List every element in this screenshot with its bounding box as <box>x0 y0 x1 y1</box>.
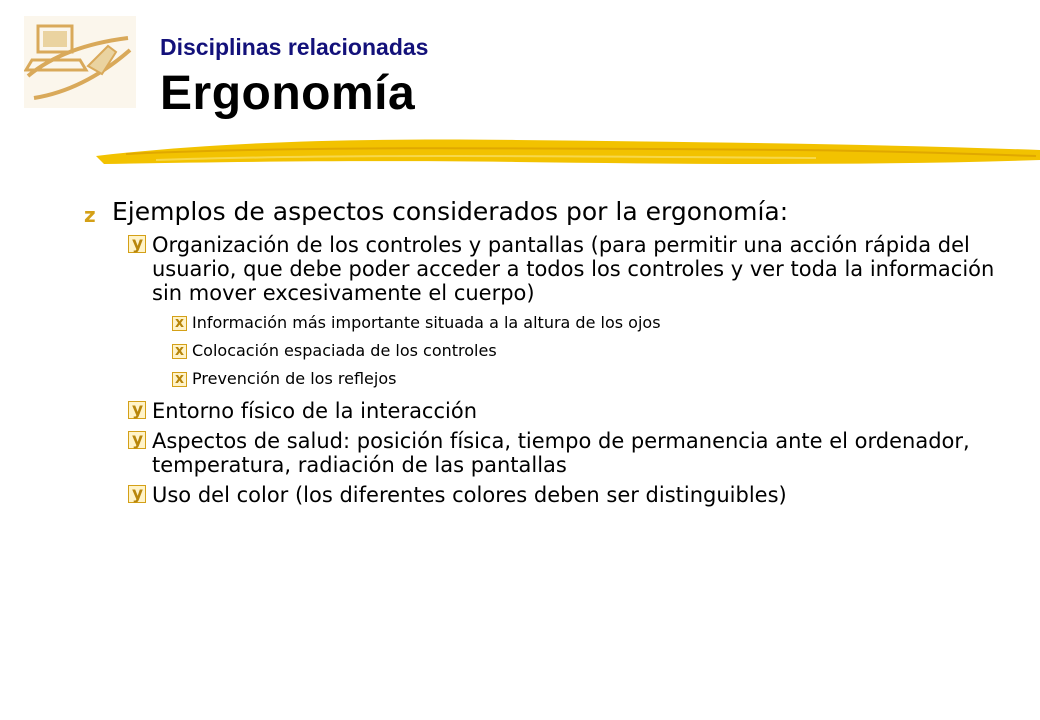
sub-list-item-text: Prevención de los reflejos <box>192 369 397 388</box>
sub-list-item <box>172 341 1024 361</box>
list-item-text: Entorno físico de la interacción <box>152 399 478 423</box>
y-box-bullet-icon <box>128 235 146 253</box>
x-box-bullet-icon <box>172 316 187 331</box>
list-item <box>128 429 1024 477</box>
list-item-text: Aspectos de salud: posición física, tiempo de permanencia ante el ordenador, temperatura, radiación de las pantallas <box>152 429 970 477</box>
list-item <box>128 483 1024 507</box>
z-bullet-icon: z <box>84 203 96 227</box>
main-point-text: Ejemplos de aspectos considerados por la ergonomía: <box>112 197 789 226</box>
list-item <box>128 399 1024 423</box>
list-item <box>128 233 1024 305</box>
y-box-bullet-icon <box>128 401 146 419</box>
slide-title: Ergonomía <box>160 67 416 120</box>
sub-list-item <box>172 313 1024 333</box>
list-item-text: Uso del color (los diferentes colores deben ser distinguibles) <box>152 483 787 507</box>
slide-subtitle: Disciplinas relacionadas <box>160 34 429 60</box>
y-box-bullet-icon <box>128 431 146 449</box>
list-item-text: Organización de los controles y pantallas (para permitir una acción rápida del usuario, que debe poder acceder a todos los controles y ver toda la información sin mover excesivamente el cuerpo) <box>152 233 995 305</box>
x-box-bullet-icon <box>172 372 187 387</box>
sub-list-item <box>172 369 1024 389</box>
sub-list-item-text: Información más importante situada a la altura de los ojos <box>192 313 661 332</box>
computer-hand-logo <box>24 16 136 108</box>
slide-content <box>84 196 1024 507</box>
brush-stroke-divider <box>96 130 1040 174</box>
sub-list-item-text: Colocación espaciada de los controles <box>192 341 497 360</box>
x-box-bullet-icon <box>172 344 187 359</box>
y-box-bullet-icon <box>128 485 146 503</box>
main-point <box>84 196 1024 227</box>
